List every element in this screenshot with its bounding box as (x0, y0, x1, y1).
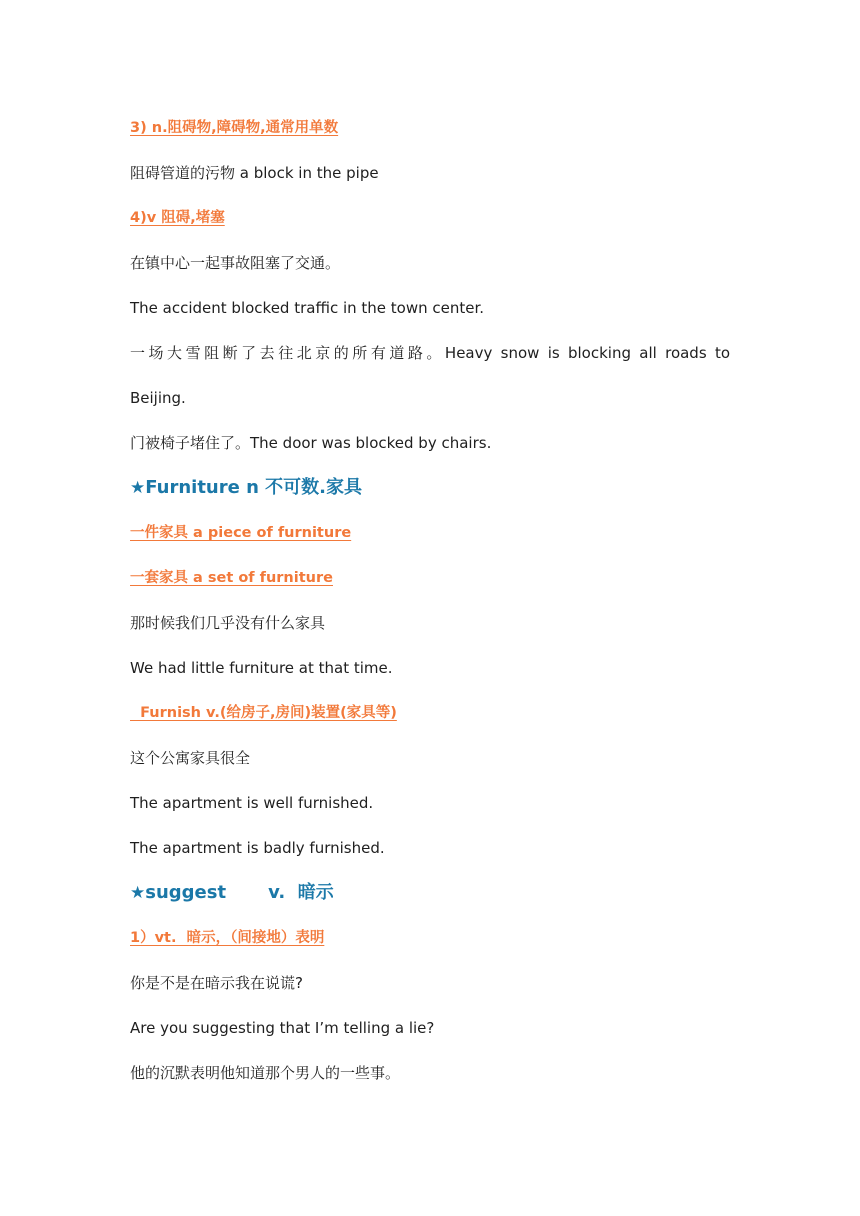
example-line: 那时候我们几乎没有什么家具 (130, 614, 326, 632)
subheading-set-of-furniture: 一套家具 a set of furniture (130, 570, 333, 586)
example-line: 他的沉默表明他知道那个男人的一些事。 (130, 1064, 401, 1082)
subheading-block-verb: 4)v 阻碍,堵塞 (130, 210, 225, 226)
example-line: We had little furniture at that time. (130, 659, 393, 677)
example-line: 一场大雪阻断了去往北京的所有道路。Heavy snow is blocking all roads to (130, 344, 730, 362)
example-line: Are you suggesting that I’m telling a lie? (130, 1019, 435, 1037)
example-line: The apartment is well furnished. (130, 794, 374, 812)
star-icon: ★ (130, 478, 146, 498)
subheading-piece-of-furniture: 一件家具 a piece of furniture (130, 525, 352, 541)
star-icon: ★ (130, 883, 146, 903)
heading-furniture (130, 476, 362, 500)
example-line: The accident blocked traffic in the town center. (130, 299, 485, 317)
subheading-suggest-vt: 1）vt. 暗示，（间接地）表明 (130, 930, 325, 946)
heading-furniture-text: Furniture n 不可数.家具 (145, 477, 363, 498)
example-line: Beijing. (130, 389, 186, 407)
example-line: 这个公寓家具很全 (130, 749, 251, 767)
heading-suggest-meaning: v. 暗示 (268, 882, 334, 903)
example-line: The apartment is badly furnished. (130, 839, 385, 857)
heading-suggest (130, 881, 334, 905)
example-line: 门被椅子堵住了。The door was blocked by chairs. (130, 434, 492, 452)
example-line: 你是不是在暗示我在说谎? (130, 974, 303, 992)
subheading-furnish: Furnish v.(给房子,房间)装置(家具等) (130, 705, 397, 721)
example-line: 在镇中心一起事故阻塞了交通。 (130, 254, 341, 272)
example-line: 阻碍管道的污物 a block in the pipe (130, 164, 379, 182)
heading-suggest-word: suggest (145, 882, 227, 903)
subheading-block-noun: 3) n.阻碍物,障碍物,通常用单数 (130, 120, 339, 136)
